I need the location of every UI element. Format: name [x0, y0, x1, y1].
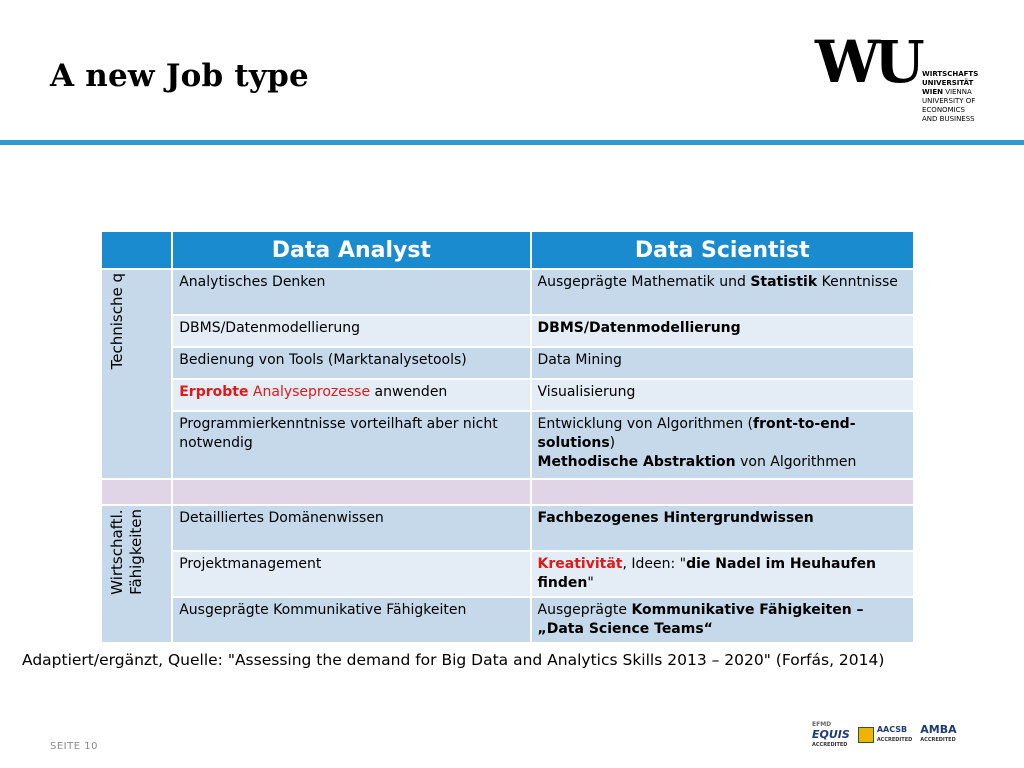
cell-text-bold: die Nadel im Heuhaufen finden [537, 556, 877, 591]
group-label-business-line2: Fähigkeiten [127, 509, 145, 595]
table-row [101, 379, 914, 411]
cell-text: von Algorithmen [735, 454, 857, 470]
group-label-technical [101, 269, 172, 479]
equis-efmd-label: EFMD [812, 721, 832, 728]
table-row [101, 597, 914, 643]
table-row [101, 315, 914, 347]
cell-analyst: DBMS/Datenmodellierung [172, 315, 530, 347]
cell-text: ) [609, 435, 616, 451]
group-label-business-line1: Wirtschaftl. [108, 509, 126, 595]
cell-text-red: Analyseprozesse [248, 384, 371, 400]
group-label-business-text [108, 509, 146, 595]
cell-analyst: Analytisches Denken [172, 269, 530, 315]
logo-line-3 [922, 88, 978, 97]
equis-sub-label: ACCREDITED [812, 742, 848, 748]
cell-text: Kenntnisse [817, 274, 898, 290]
slide-title: A new Job type [50, 58, 309, 94]
cell-text-bold: Statistik [750, 274, 818, 290]
logo-line-5: ECONOMICS [922, 106, 966, 114]
group-label-business [101, 505, 172, 643]
cell-analyst: Programmierkenntnisse vorteilhaft aber nicht notwendig [172, 411, 530, 479]
logo-line-6: AND BUSINESS [922, 115, 975, 123]
cell-analyst: Projektmanagement [172, 551, 530, 597]
cell-scientist [531, 269, 914, 315]
table-row [101, 411, 914, 479]
aacsb-label: AACSB [876, 725, 908, 734]
cell-text-bold: Kommunikative Fähigkeiten – „Data Science Teams“ [537, 602, 864, 637]
cell-analyst: Ausgeprägte Kommunikative Fähigkeiten [172, 597, 530, 643]
wu-logo-text [922, 70, 978, 124]
header-data-analyst: Data Analyst [172, 231, 530, 269]
cell-text: " [587, 575, 594, 591]
cell-text: anwenden [370, 384, 448, 400]
cell-scientist [531, 411, 914, 479]
cell-text-red-bold: Erprobte [179, 384, 249, 400]
table-row [101, 347, 914, 379]
group-label-technical-text: Technische q [108, 273, 126, 370]
amba-badge [920, 725, 956, 745]
table-header-row [101, 231, 914, 269]
logo-line-1: WIRTSCHAFTS [922, 70, 979, 78]
table-row [101, 505, 914, 551]
aacsb-sub-label: ACCREDITED [876, 737, 913, 743]
amba-label: AMBA [920, 723, 957, 736]
table-row [101, 551, 914, 597]
header-empty-cell [101, 231, 172, 269]
cell-text: Ausgeprägte [537, 602, 632, 618]
logo-line-3a: WIEN [922, 88, 943, 96]
cell-text-red-bold: Kreativität [537, 556, 623, 572]
cell-scientist: Visualisierung [531, 379, 914, 411]
header-data-scientist: Data Scientist [531, 231, 914, 269]
aacsb-badge [858, 725, 912, 745]
cell-analyst: Detailliertes Domänenwissen [172, 505, 530, 551]
aacsb-logo-icon [858, 727, 874, 743]
separator-cell [531, 479, 914, 505]
source-citation: Adaptiert/ergänzt, Quelle: "Assessing the demand for Big Data and Analytics Skills 2013 – 2020" (Forfás, 2014) [22, 651, 885, 669]
cell-scientist: Data Mining [531, 347, 914, 379]
equis-badge [812, 720, 850, 750]
comparison-table [100, 230, 915, 644]
cell-analyst: Bedienung von Tools (Marktanalysetools) [172, 347, 530, 379]
cell-text: Entwicklung von Algorithmen ( [537, 416, 753, 432]
separator-cell [172, 479, 530, 505]
separator-cell [101, 479, 172, 505]
amba-sub-label: ACCREDITED [920, 737, 956, 743]
cell-analyst [172, 379, 530, 411]
table-separator-row [101, 479, 914, 505]
equis-label: EQUIS [812, 728, 850, 741]
cell-text: , Ideen: " [622, 556, 687, 572]
page-number: SEITE 10 [50, 741, 98, 752]
cell-scientist: Fachbezogenes Hintergrundwissen [531, 505, 914, 551]
cell-text-bold: Methodische Abstraktion [537, 454, 736, 470]
cell-text-bold: front-to-end-solutions [537, 416, 856, 451]
wu-logo-mark: WU [815, 28, 919, 96]
logo-line-3b: VIENNA [945, 88, 972, 96]
logo-line-2: UNIVERSITÄT [922, 79, 974, 87]
logo-line-4: UNIVERSITY OF [922, 97, 976, 105]
accreditation-badges [812, 720, 957, 750]
cell-scientist [531, 597, 914, 643]
table-row [101, 269, 914, 315]
header-divider [0, 140, 1024, 145]
cell-scientist: DBMS/Datenmodellierung [531, 315, 914, 347]
cell-text: Ausgeprägte Mathematik und [537, 274, 751, 290]
cell-scientist [531, 551, 914, 597]
